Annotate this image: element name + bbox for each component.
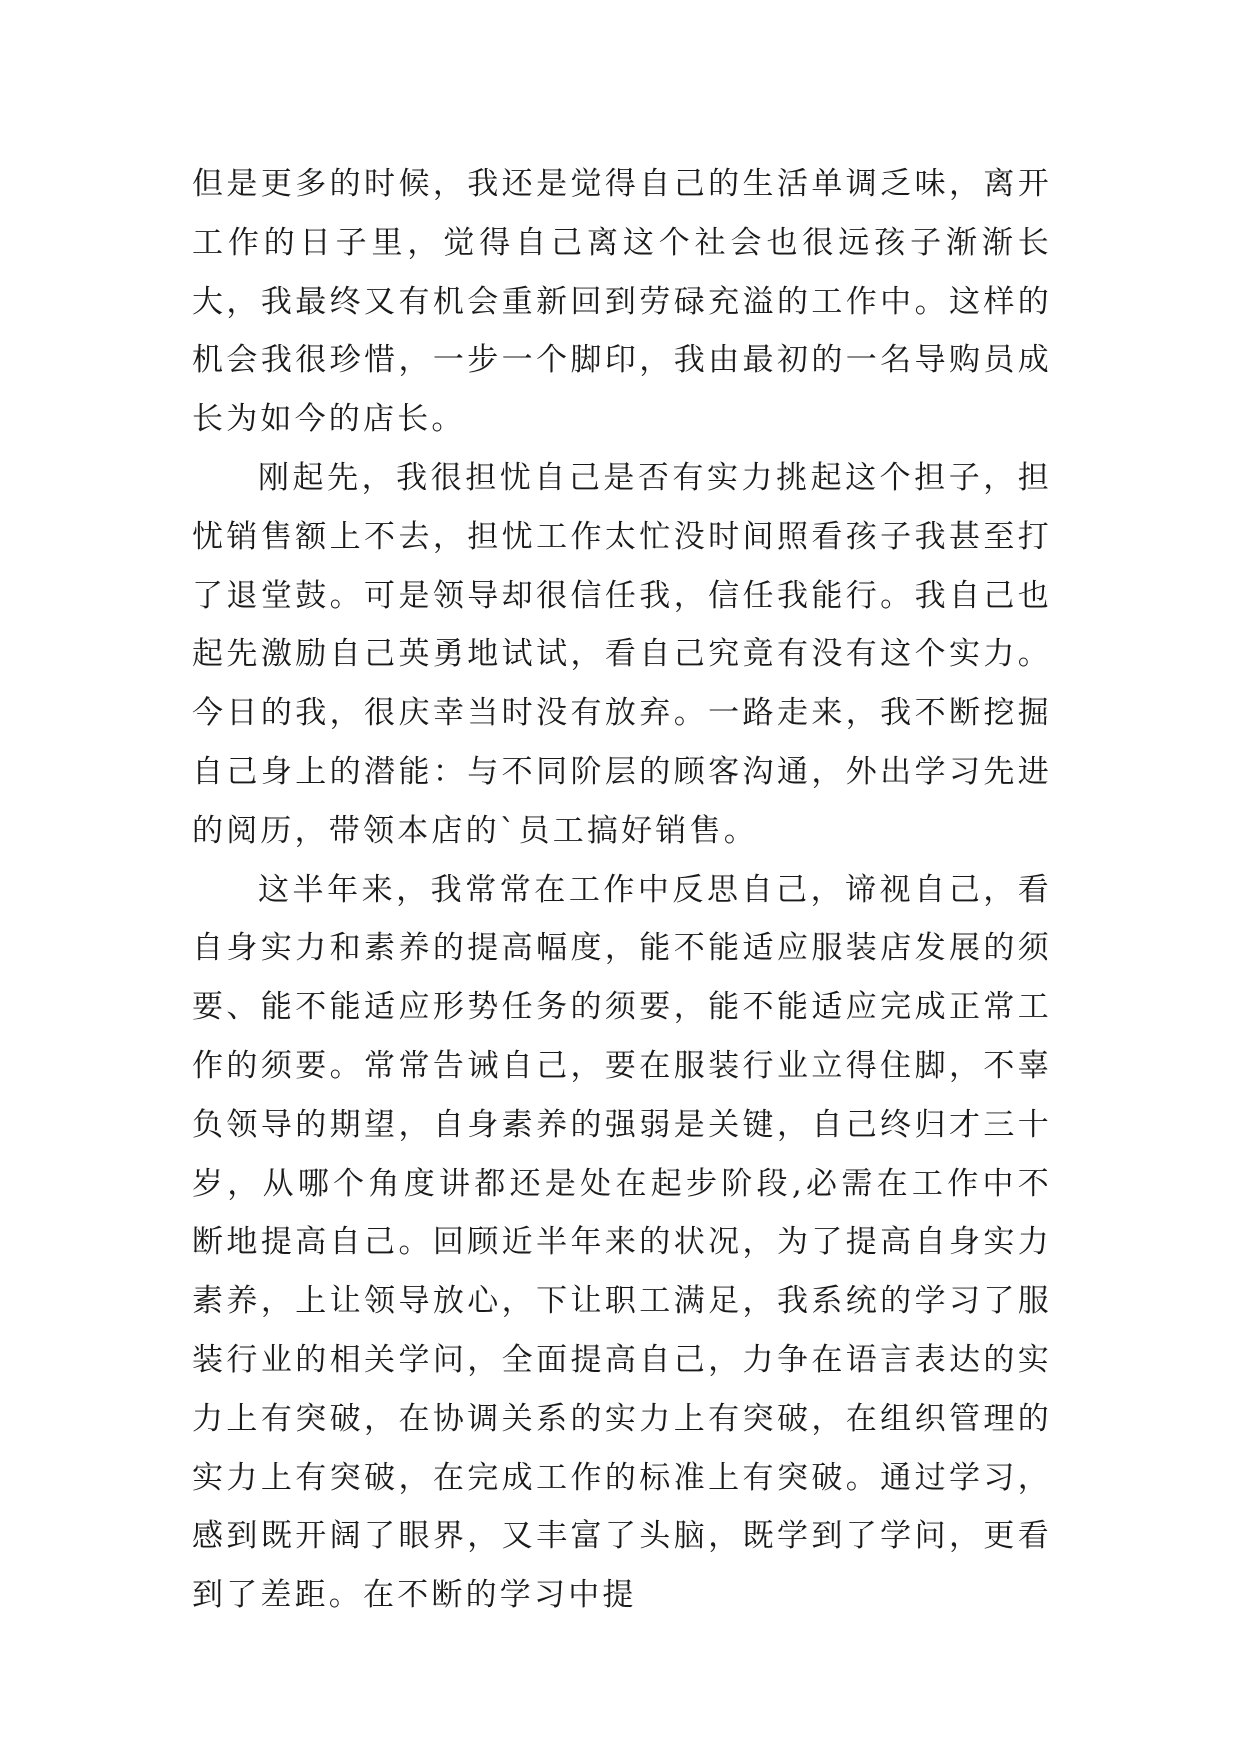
document-body [192,155,1052,1625]
paragraph-1: 但是更多的时候，我还是觉得自己的生活单调乏味，离开工作的日子里，觉得自己离这个社会也很远孩子渐渐长大，我最终又有机会重新回到劳碌充溢的工作中。这样的机会我很珍惜，一步一个脚印，我由最初的一名导购员成长为如今的店长。 [192,166,1052,438]
paragraph-2: 刚起先，我很担忧自己是否有实力挑起这个担子，担忧销售额上不去，担忧工作太忙没时间照看孩子我甚至打了退堂鼓。可是领导却很信任我，信任我能行。我自己也起先激励自己英勇地试试，看自己究竟有没有这个实力。今日的我，很庆幸当时没有放弃。一路走来，我不断挖掘自己身上的潜能：与不同阶层的顾客沟通，外出学习先进的阅历，带领本店的`员工搞好销售。 [192,459,1052,849]
paragraph-3: 这半年来，我常常在工作中反思自己，谛视自己，看自身实力和素养的提高幅度，能不能适应服装店发展的须要、能不能适应形势任务的须要，能不能适应完成正常工作的须要。常常告诫自己，要在服装行业立得住脚，不辜负领导的期望，自身素养的强弱是关键，自己终归才三十岁，从哪个角度讲都还是处在起步阶段,必需在工作中不断地提高自己。回顾近半年来的状况，为了提高自身实力素养，上让领导放心，下让职工满足，我系统的学习了服装行业的相关学问，全面提高自己，力争在语言表达的实力上有突破，在协调关系的实力上有突破，在组织管理的实力上有突破，在完成工作的标准上有突破。通过学习，感到既开阔了眼界，又丰富了头脑，既学到了学问，更看到了差距。在不断的学习中提 [192,871,1052,1614]
